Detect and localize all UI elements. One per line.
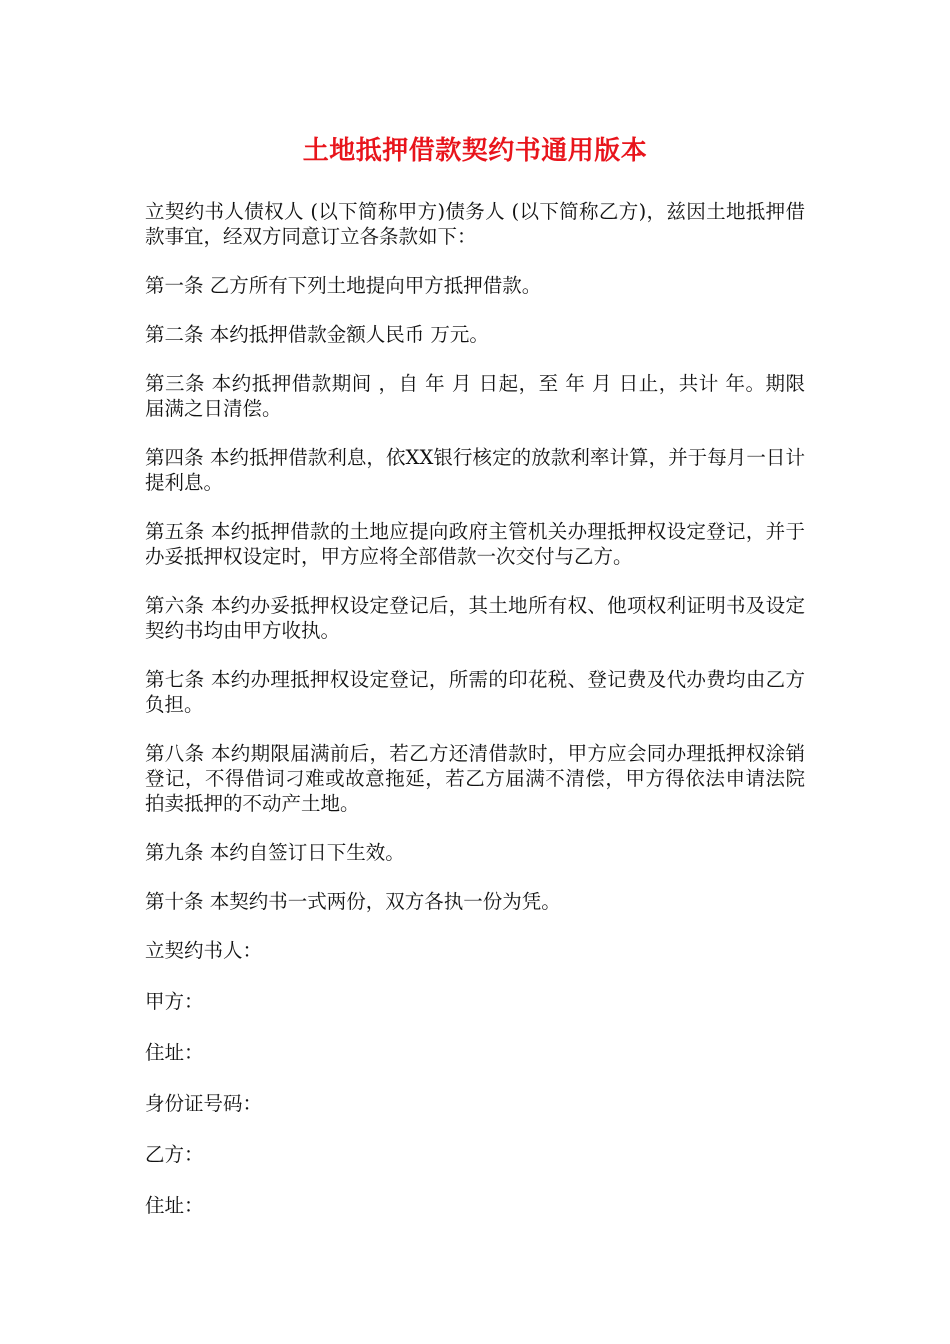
- signature-heading: 立契约书人：: [145, 939, 263, 962]
- article-4: 第四条 本约抵押借款利息，依XX银行核定的放款利率计算，并于每月一日计提利息。: [145, 446, 805, 494]
- article-3: 第三条 本约抵押借款期间 ，自 年 月 日起，至 年 月 日止，共计 年。期限届满之日清偿。: [145, 372, 805, 420]
- article-6: 第六条 本约办妥抵押权设定登记后，其土地所有权、他项权利证明书及设定契约书均由甲方收执。: [145, 594, 805, 642]
- document-body: [145, 199, 805, 1244]
- party-b-label: 乙方：: [145, 1143, 204, 1166]
- intro-paragraph: 立契约书人债权人 (以下简称甲方)债务人 (以下简称乙方)，兹因土地抵押借款事宜，经双方同意订立各条款如下：: [145, 200, 805, 248]
- party-b-address-label: 住址：: [145, 1194, 204, 1217]
- article-10: 第十条 本契约书一式两份，双方各执一份为凭。: [145, 890, 561, 913]
- article-1: 第一条 乙方所有下列土地提向甲方抵押借款。: [145, 274, 542, 297]
- id-number-label: 身份证号码：: [145, 1092, 263, 1115]
- party-a-address-label: 住址：: [145, 1041, 204, 1064]
- article-7: 第七条 本约办理抵押权设定登记，所需的印花税、登记费及代办费均由乙方负担。: [145, 668, 805, 716]
- article-5: 第五条 本约抵押借款的土地应提向政府主管机关办理抵押权设定登记，并于办妥抵押权设定时，甲方应将全部借款一次交付与乙方。: [145, 520, 805, 568]
- party-a-label: 甲方：: [145, 990, 204, 1013]
- article-2: 第二条 本约抵押借款金额人民币 万元。: [145, 323, 489, 346]
- article-9: 第九条 本约自签订日下生效。: [145, 841, 405, 864]
- document-title: 土地抵押借款契约书通用版本: [302, 136, 648, 166]
- article-8: 第八条 本约期限届满前后，若乙方还清借款时，甲方应会同办理抵押权涂销登记，不得借词刁难或故意拖延，若乙方届满不清偿，甲方得依法申请法院拍卖抵押的不动产土地。: [145, 742, 805, 815]
